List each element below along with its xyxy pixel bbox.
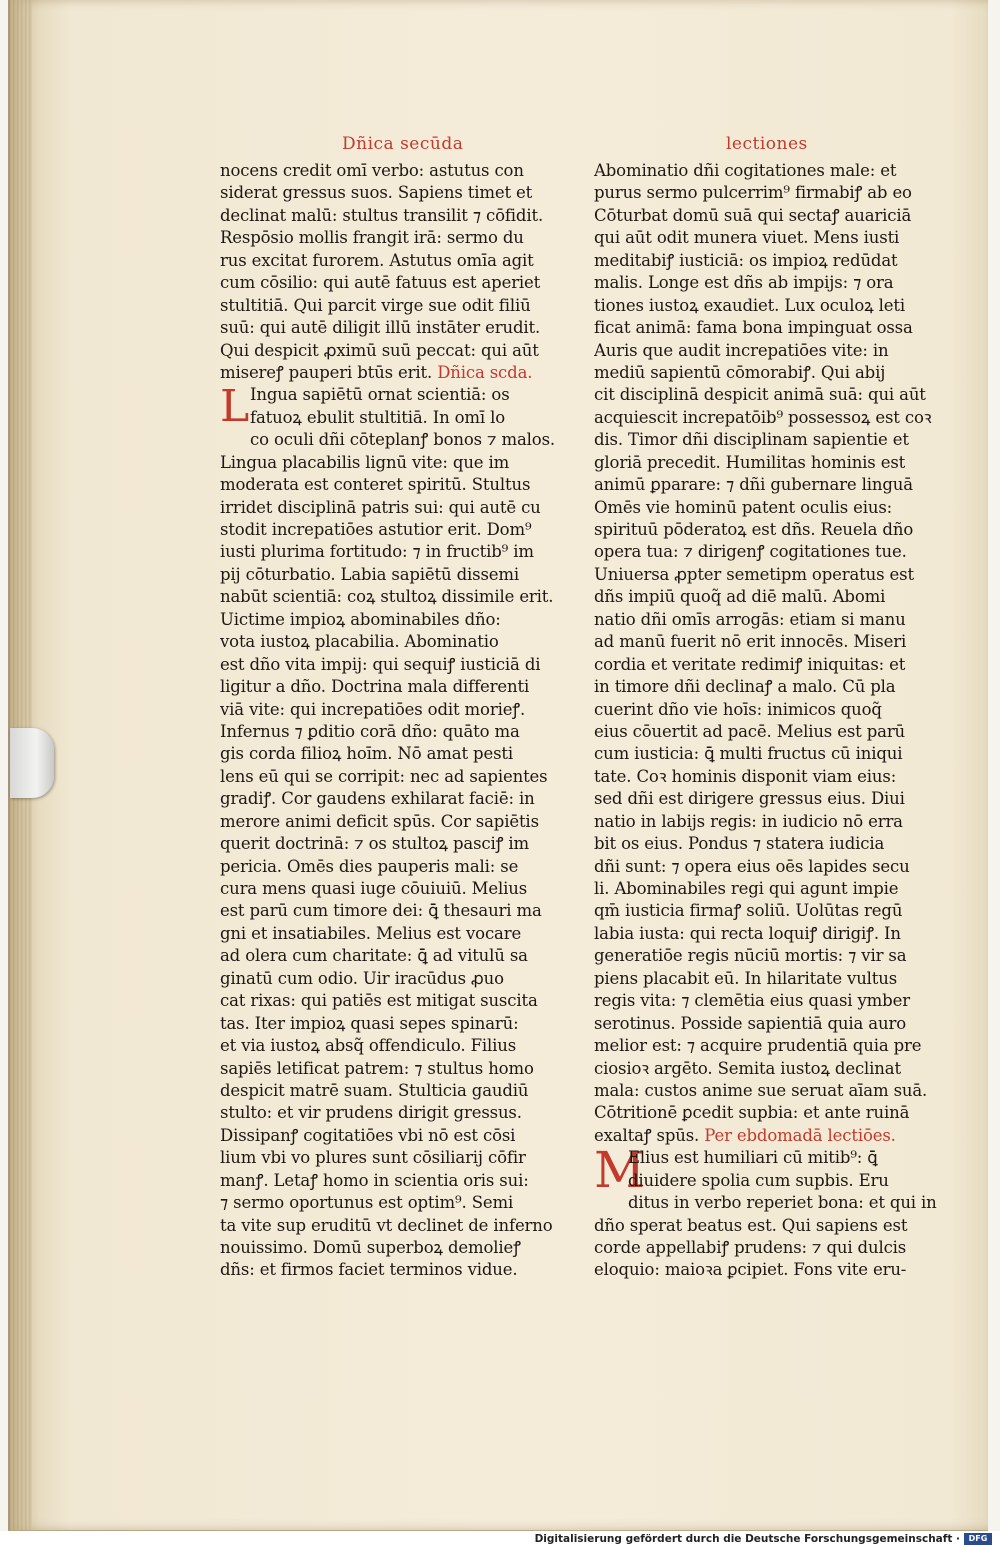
text-line: et via iustoꝝ absq̃ offendiculo. Filius [220,1036,517,1056]
text-line: sapiēs letificat patrem: ⁊ stultus homo [220,1058,534,1078]
text-line: merore animi deficit spūs. Cor sapiētis [220,811,539,831]
text-line: animū ꝑparare: ⁊ dñi gubernare linguā [594,475,913,495]
text-line-with-rubric [594,1125,938,1147]
text-line: viā vite: qui increpatiōes odit morieꝭ. [220,699,526,719]
text-line: gloriā precedit. Humilitas hominis est [594,452,906,472]
text-line: diuidere spolia cum supbis. Eru [628,1170,889,1190]
text-line: qui aūt odit munera viuet. Mens iusti [594,228,900,248]
dfg-logo: DFG [964,1533,992,1545]
text-line: Uictime impioꝝ abominabiles dño: [220,609,501,629]
text-line: ciosioꝛ argēto. Semita iustoꝝ declinat [594,1058,901,1078]
text-line: serotinus. Posside sapientiā quia auro [594,1013,906,1033]
text-line: Cōturbat domū suā qui sectaꝭ auariciā [594,205,912,225]
text-line: iusti plurima fortitudo: ⁊ in fructib⁹ im [220,542,534,562]
text-line: qm̄ iusticia firmaꝭ soliū. Uolūtas regū [594,901,903,921]
text-line: dño sperat beatus est. Qui sapiens est [594,1215,908,1235]
text-line: gni et insatiabiles. Melius est vocare [220,923,522,943]
text-line: Auris que audit increpatiōes vite: in [594,340,889,360]
text-line: Omēs vie hominū patent oculis eius: [594,497,893,517]
text-line: Respōsio mollis frangit irā: sermo du [220,228,524,248]
text-line: misereꝭ pauperi btūs erit. [220,362,433,382]
text-line-with-rubric [220,362,568,384]
left-column-block-a [220,160,568,362]
text-line: ta vite sup eruditū vt declinet de inferno [220,1215,553,1235]
text-line: tiones iustoꝝ exaudiet. Lux oculoꝝ leti [594,295,905,315]
text-line: Uniuersa ꝓpter semetipm operatus est [594,564,914,584]
text-line: tate. Coꝛ hominis disponit viam eius: [594,766,897,786]
running-head-left: Dñica secūda [342,134,464,154]
text-line: Infernus ⁊ ꝑditio corā dño: quāto ma [220,721,520,741]
text-line: natio dñi omīs arrogās: etiam si manu [594,609,906,629]
text-line: mediū sapientū cōmorabiꝭ. Qui abij [594,362,886,382]
text-line: Cōtritionē ꝑcedit supbia: et ante ruinā [594,1103,910,1123]
text-line: corde appellabiꝭ prudens: ⁊ qui dulcis [594,1238,907,1257]
text-line: lens eū qui se corripit: nec ad sapientes [220,766,548,786]
text-line: bit os eius. Pondus ⁊ statera iudicia [594,834,885,854]
text-line: rus excitat furorem. Astutus omīa agit [220,250,534,270]
text-line: cum iusticia: ꝗ̄ multi fructus cū iniqui [594,744,903,764]
text-line: cat rixas: qui patiēs est mitigat suscita [220,991,538,1011]
text-line: Abominatio dñi cogitationes male: et [594,161,897,180]
text-line: ligitur a dño. Doctrina mala differenti [220,677,530,697]
text-line: dis. Timor dñi disciplinam sapientie et [594,430,909,450]
text-line: moderata est conteret spiritū. Stultus [220,475,531,495]
initial-paragraph-left [220,381,568,433]
text-line: cuerint dño vie hoīs: inimicos quoq̃ [594,699,882,719]
text-line: declinat malū: stultus transilit ⁊ cōfidit. [220,205,544,225]
text-line: natio in labijs regis: in iudicio nō erra [594,811,903,831]
text-line: regis vita: ⁊ clemētia eius quasi ymber [594,991,910,1011]
text-line: in timore dñi declinaꝭ a malo. Cū pla [594,677,896,697]
text-line: ad olera cum charitate: ꝗ̄ ad vitulū sa [220,946,528,966]
text-line: piens placabit eū. In hilaritate vultus [594,968,898,988]
right-column-block-a [594,160,938,1125]
text-line: Ingua sapiētū ornat scientiā: os [250,385,510,405]
text-line: ficat animā: fama bona impinguat ossa [594,318,913,338]
text-line: Qui despicit ꝓximū suū peccat: qui aūt [220,340,539,360]
text-line: mala: custos anime sue seruat aīam suā. [594,1080,928,1100]
running-head-right: lectiones [726,134,808,154]
text-line: cit disciplinā despicit animā suā: qui aūt [594,385,926,405]
text-line: purus sermo pulcerrim⁹ firmabiꝭ ab eo [594,183,912,203]
text-line: querit doctrinā: ⁊ os stultoꝝ pasciꝭ im [220,834,529,854]
text-line: stultitiā. Qui parcit virge sue odit filiū [220,295,531,315]
text-line: cum cōsilio: qui autē fatuus est aperiet [220,273,541,293]
text-line: eius cōuertit ad pacē. Melius est parū [594,721,906,741]
right-column-block-b [594,1192,938,1282]
text-line: melior est: ⁊ acquire prudentiā quia pre [594,1036,922,1056]
text-line: tas. Iter impioꝝ quasi sepes spinarū: [220,1013,519,1033]
red-initial-M: M [594,1141,646,1200]
text-line: ad manū fuerit nō erit innocēs. Miseri [594,632,907,652]
text-line: generatiōe regis nūciū mortis: ⁊ vir sa [594,946,907,966]
text-line: irridet disciplinā patris sui: qui autē cu [220,497,541,517]
text-line: cordia et veritate redimiꝭ iniquitas: et [594,654,906,674]
text-line: ⁊ sermo oportunus est optim⁹. Semi [220,1193,514,1213]
text-line: ditus in verbo reperiet bona: et qui in [628,1193,937,1213]
text-line: cura mens quasi iuge cōuiuiū. Melius [220,879,528,898]
text-line: exaltaꝭ spūs. [594,1125,700,1145]
text-line: spirituū pōderatoꝝ est dñs. Reuela dño [594,520,914,539]
rubric: Dñica scda. [437,362,533,382]
text-line: Elius est humiliari cū mitib⁹: ꝗ̄ [628,1148,878,1168]
text-line: fatuoꝝ ebulit stultitiā. In omī lo [250,407,506,427]
text-line: nouissimo. Domū superboꝝ demolieꝭ [220,1238,521,1257]
text-line: suū: qui autē diligit illū instāter erudit. [220,318,541,338]
funding-credit: Digitalisierung gefördert durch die Deutsche Forschungsgemeinschaft · [534,1533,960,1545]
text-line: acquiescit increpatōib⁹ possessoꝝ est coꝛ [594,407,932,427]
text-line: nabūt scientiā: coꝝ stultoꝝ dissimile erit. [220,587,554,607]
left-column-block-b [220,429,568,1282]
text-line: est dño vita impij: qui sequiꝭ iusticiā di [220,654,541,674]
text-line: malis. Longe est dñs ab impijs: ⁊ ora [594,273,894,293]
text-line: Lingua placabilis lignū vite: que im [220,452,510,472]
text-line: dñi sunt: ⁊ opera eius oēs lapides secu [594,856,910,876]
text-line: sed dñi est dirigere gressus eius. Diui [594,789,905,809]
text-column-right [594,160,938,1282]
red-initial-L: L [220,381,250,433]
text-line: gis corda filioꝝ hoīm. Nō amat pesti [220,744,513,764]
text-line: pericia. Omēs dies pauperis mali: se [220,856,519,876]
text-line: ginatū cum odio. Uir iracūdus ꝓuo [220,968,504,988]
text-line: labia iusta: qui recta loquiꝭ dirigiꝭ. In [594,923,901,943]
text-line: eloquio: maioꝛa ꝑcipiet. Fons vite eru- [594,1260,907,1280]
text-line: gradiꝭ. Cor gaudens exhilarat faciē: in [220,789,535,809]
text-line: manꝭ. Letaꝭ homo in scientia oris sui: [220,1170,529,1190]
text-line: est parū cum timore dei: ꝗ̄ thesauri ma [220,901,542,921]
text-line: pij cōturbatio. Labia sapiētū dissemi [220,564,519,584]
text-line: siderat gressus suos. Sapiens timet et [220,183,533,203]
text-line: lium vbi vo plures sunt cōsiliarij cōfir [220,1148,526,1168]
text-line: stodit increpatiōes astutior erit. Dom⁹ [220,520,532,539]
text-column-left [220,160,568,1282]
text-line: despicit matrē suam. Stulticia gaudiū [220,1080,529,1100]
rubric: Per ebdomadā lectiōes. [704,1125,896,1145]
text-line: nocens credit omī verbo: astutus con [220,161,524,180]
text-line: meditabiꝭ iusticiā: os impioꝝ redūdat [594,250,898,270]
text-line: vota iustoꝝ placabilia. Abominatio [220,632,499,652]
text-line: stulto: et vir prudens dirigit gressus. [220,1103,522,1123]
text-line: dñs impiū quoq̃ ad diē malū. Abomi [594,587,886,607]
page-clip [10,728,54,798]
text-line: Dissipanꝭ cogitatiōes vbi nō est cōsi [220,1125,516,1145]
initial-paragraph-right [594,1141,938,1200]
text-line: opera tua: ⁊ dirigenꝭ cogitationes tue. [594,542,907,562]
text-line: li. Abominabiles regi qui agunt impie [594,879,899,898]
text-line: dñs: et firmos faciet terminos vidue. [220,1260,518,1280]
text-line: co oculi dñi cōteplanꝭ bonos ⁊ malos. [250,430,555,450]
